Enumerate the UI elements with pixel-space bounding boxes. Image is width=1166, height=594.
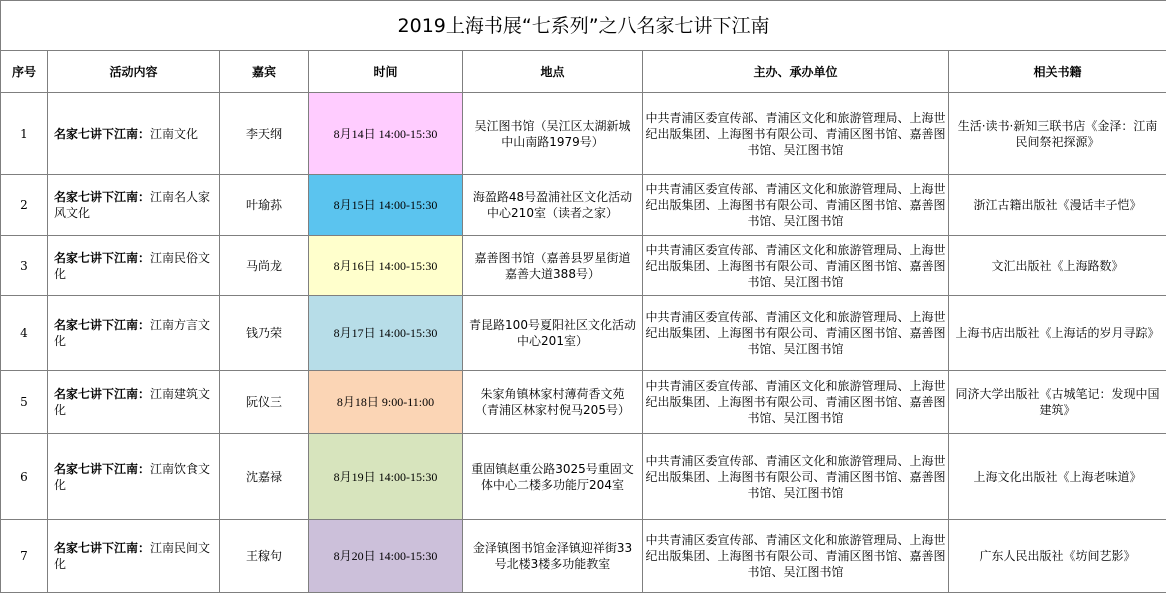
cell-guest: 钱乃荣	[220, 296, 309, 371]
cell-venue: 金泽镇图书馆金泽镇迎祥街33号北楼3楼多功能教室	[463, 520, 643, 593]
cell-venue: 重固镇赵重公路3025号重固文体中心二楼多功能厅204室	[463, 434, 643, 520]
cell-books: 文汇出版社《上海路数》	[949, 236, 1166, 296]
cell-venue: 青昆路100号夏阳社区文化活动中心201室）	[463, 296, 643, 371]
cell-serial: 5	[1, 371, 48, 434]
cell-guest: 王稼句	[220, 520, 309, 593]
cell-organizer: 中共青浦区委宣传部、青浦区文化和旅游管理局、上海世纪出版集团、上海图书有限公司、青浦区图书馆、嘉善图书馆、吴江图书馆	[643, 371, 949, 434]
cell-serial: 6	[1, 434, 48, 520]
activity-series-label: 名家七讲下江南：	[54, 190, 151, 204]
cell-time: 8月14日 14:00-15:30	[309, 93, 463, 175]
activity-topic: 江南名人家风文化	[54, 190, 211, 220]
cell-guest: 李天纲	[220, 93, 309, 175]
cell-books: 同济大学出版社《古城笔记：发现中国建筑》	[949, 371, 1166, 434]
cell-venue: 朱家角镇林家村薄荷香文苑（青浦区林家村倪马205号）	[463, 371, 643, 434]
activity-topic: 江南饮食文化	[54, 461, 211, 492]
cell-time: 8月18日 9:00-11:00	[309, 371, 463, 434]
activity-series-label: 名家七讲下江南：	[54, 126, 151, 141]
table-title: 2019上海书展“七系列”之八名家七讲下江南	[1, 1, 1166, 51]
table-row	[1, 236, 1166, 296]
header-serial: 序号	[1, 51, 48, 93]
cell-serial: 7	[1, 520, 48, 593]
cell-serial: 4	[1, 296, 48, 371]
cell-serial: 2	[1, 175, 48, 236]
cell-venue: 嘉善图书馆（嘉善县罗星街道嘉善大道388号）	[463, 236, 643, 296]
table-row	[1, 296, 1166, 371]
cell-serial: 1	[1, 93, 48, 175]
activity-series-label: 名家七讲下江南：	[54, 250, 151, 265]
cell-organizer: 中共青浦区委宣传部、青浦区文化和旅游管理局、上海世纪出版集团、上海图书有限公司、青浦区图书馆、嘉善图书馆、吴江图书馆	[643, 520, 949, 593]
table-row	[1, 434, 1166, 520]
activity-topic: 江南文化	[150, 126, 199, 141]
activity-topic: 江南方言文化	[54, 318, 211, 348]
title-row	[1, 1, 1166, 51]
cell-organizer: 中共青浦区委宣传部、青浦区文化和旅游管理局、上海世纪出版集团、上海图书有限公司、青浦区图书馆、嘉善图书馆、吴江图书馆	[643, 236, 949, 296]
table-row	[1, 93, 1166, 175]
activity-series-label: 名家七讲下江南：	[54, 387, 151, 401]
cell-activity	[48, 434, 220, 520]
header-venue: 地点	[463, 51, 643, 93]
cell-organizer: 中共青浦区委宣传部、青浦区文化和旅游管理局、上海世纪出版集团、上海图书有限公司、青浦区图书馆、嘉善图书馆、吴江图书馆	[643, 175, 949, 236]
header-row	[1, 51, 1166, 93]
cell-time: 8月15日 14:00-15:30	[309, 175, 463, 236]
cell-guest: 阮仪三	[220, 371, 309, 434]
cell-organizer: 中共青浦区委宣传部、青浦区文化和旅游管理局、上海世纪出版集团、上海图书有限公司、青浦区图书馆、嘉善图书馆、吴江图书馆	[643, 93, 949, 175]
cell-books: 生活·读书·新知三联书店《金泽：江南民间祭祀探源》	[949, 93, 1166, 175]
cell-time: 8月20日 14:00-15:30	[309, 520, 463, 593]
cell-activity	[48, 296, 220, 371]
cell-books: 上海书店出版社《上海话的岁月寻踪》	[949, 296, 1166, 371]
cell-time: 8月16日 14:00-15:30	[309, 236, 463, 296]
header-time: 时间	[309, 51, 463, 93]
table-row	[1, 175, 1166, 236]
cell-serial: 3	[1, 236, 48, 296]
cell-books: 上海文化出版社《上海老味道》	[949, 434, 1166, 520]
header-activity: 活动内容	[48, 51, 220, 93]
activity-series-label: 名家七讲下江南：	[54, 461, 151, 476]
table-row	[1, 371, 1166, 434]
cell-time: 8月19日 14:00-15:30	[309, 434, 463, 520]
cell-venue: 海盈路48号盈浦社区文化活动中心210室（读者之家）	[463, 175, 643, 236]
header-books: 相关书籍	[949, 51, 1166, 93]
cell-guest: 马尚龙	[220, 236, 309, 296]
activity-topic: 江南民间文化	[54, 541, 211, 571]
header-guest: 嘉宾	[220, 51, 309, 93]
cell-activity	[48, 520, 220, 593]
cell-activity	[48, 93, 220, 175]
table-row	[1, 520, 1166, 593]
header-organizer: 主办、承办单位	[643, 51, 949, 93]
cell-organizer: 中共青浦区委宣传部、青浦区文化和旅游管理局、上海世纪出版集团、上海图书有限公司、青浦区图书馆、嘉善图书馆、吴江图书馆	[643, 434, 949, 520]
cell-time: 8月17日 14:00-15:30	[309, 296, 463, 371]
activity-series-label: 名家七讲下江南：	[54, 318, 151, 332]
cell-organizer: 中共青浦区委宣传部、青浦区文化和旅游管理局、上海世纪出版集团、上海图书有限公司、青浦区图书馆、嘉善图书馆、吴江图书馆	[643, 296, 949, 371]
activity-topic: 江南建筑文化	[54, 387, 211, 417]
activity-series-label: 名家七讲下江南：	[54, 541, 151, 555]
cell-activity	[48, 236, 220, 296]
cell-books: 浙江古籍出版社《漫话丰子恺》	[949, 175, 1166, 236]
cell-guest: 叶瑜荪	[220, 175, 309, 236]
cell-activity	[48, 371, 220, 434]
cell-books: 广东人民出版社《坊间艺影》	[949, 520, 1166, 593]
cell-activity	[48, 175, 220, 236]
activity-topic: 江南民俗文化	[54, 250, 211, 281]
cell-venue: 吴江图书馆（吴江区太湖新城中山南路1979号）	[463, 93, 643, 175]
cell-guest: 沈嘉禄	[220, 434, 309, 520]
